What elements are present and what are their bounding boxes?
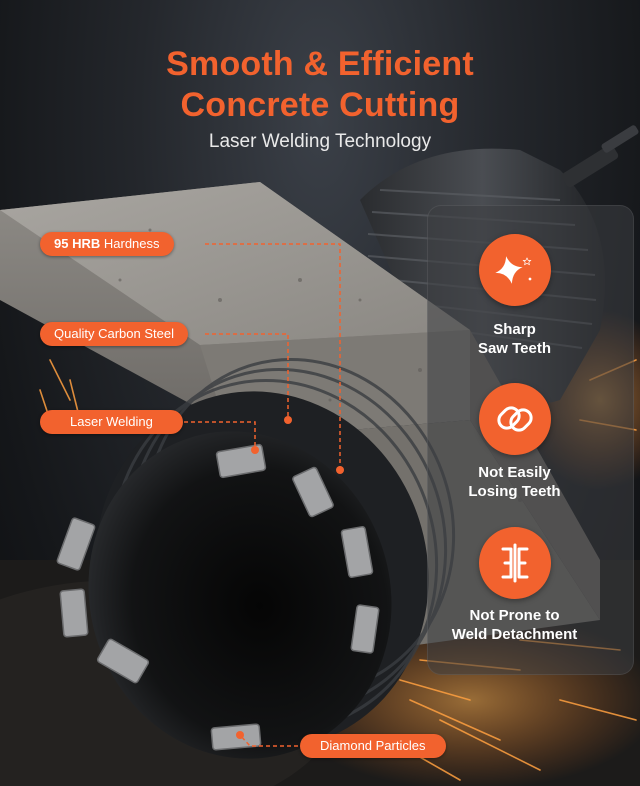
callout-hardness-value: 95 HRB (54, 236, 101, 251)
callout-laser-welding-label: Laser Welding (70, 414, 153, 429)
callout-carbon-steel-label: Quality Carbon Steel (54, 326, 174, 341)
feature-sharp-teeth (427, 320, 602, 358)
weld-joint-icon (479, 527, 551, 599)
feature-no-weld-detachment-line1: Not Prone to (469, 607, 560, 624)
feature-not-losing-teeth (427, 463, 602, 501)
callout-diamond-particles-label: Diamond Particles (320, 738, 426, 753)
feature-not-losing-teeth-line2: Losing Teeth (468, 483, 561, 500)
feature-sharp-teeth-line1: Sharp (493, 321, 536, 338)
chain-link-icon (479, 383, 551, 455)
callout-diamond-particles (300, 734, 446, 758)
feature-not-losing-teeth-line1: Not Easily (478, 464, 551, 481)
feature-no-weld-detachment (427, 606, 602, 644)
sparkle-star-icon (479, 234, 551, 306)
callout-carbon-steel (40, 322, 188, 346)
headline-line-2: Concrete Cutting (180, 86, 460, 124)
feature-no-weld-detachment-line2: Weld Detachment (451, 626, 578, 643)
callout-hardness (40, 232, 174, 256)
callout-laser-welding (40, 410, 183, 434)
callout-hardness-label: Hardness (103, 236, 160, 251)
feature-sharp-teeth-line2: Saw Teeth (477, 340, 552, 357)
subtitle: Laser Welding Technology (208, 131, 432, 152)
headline-line-1: Smooth & Efficient (166, 45, 474, 83)
